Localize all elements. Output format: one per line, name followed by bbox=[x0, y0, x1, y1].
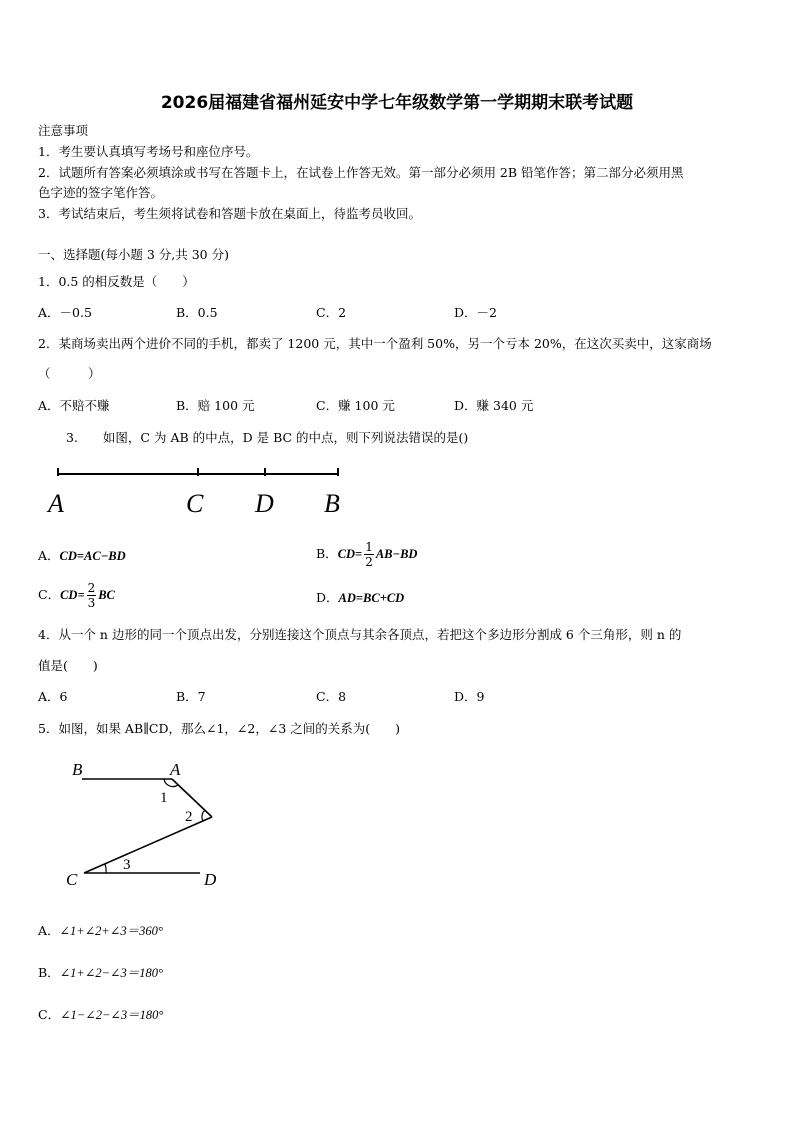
q3-option-d-expr: AD=BC+CD bbox=[338, 591, 405, 605]
q5-option-b-expr: ∠1+∠2−∠3＝180° bbox=[59, 966, 163, 980]
point-label-d: D bbox=[255, 489, 274, 518]
line-segment-figure bbox=[40, 460, 360, 520]
parallel-lines-figure bbox=[60, 755, 230, 895]
point-label-c: C bbox=[66, 870, 78, 889]
q2-option-c: C．赚 100 元 bbox=[316, 398, 395, 413]
question-2-stem-cont: （ ） bbox=[38, 366, 101, 381]
angle-label-2: 2 bbox=[185, 809, 193, 825]
question-4-stem-cont: 值是( ) bbox=[38, 658, 98, 673]
q3-option-a-prefix: A． bbox=[38, 548, 60, 563]
q3-option-b-left: CD= bbox=[337, 547, 363, 561]
q5-option-b-prefix: B． bbox=[38, 965, 60, 980]
notice-heading: 注意事项 bbox=[38, 123, 89, 138]
q1-option-b: B．0.5 bbox=[176, 305, 218, 320]
exam-title: 2026届福建省福州延安中学七年级数学第一学期期末联考试题 bbox=[160, 93, 634, 113]
q3-option-a-expr: CD=AC−BD bbox=[59, 549, 126, 563]
q5-option-a bbox=[38, 921, 163, 939]
question-3-stem: 3. 如图，C 为 AB 的中点，D 是 BC 的中点，则下列说法错误的是() bbox=[66, 430, 469, 445]
q2-option-d: D．赚 340 元 bbox=[454, 398, 534, 413]
fraction-denominator: 2 bbox=[365, 555, 373, 569]
q5-option-a-prefix: A． bbox=[38, 923, 60, 938]
notice-item: 色字迹的签字笔作答。 bbox=[38, 185, 164, 200]
q2-option-b: B．赔 100 元 bbox=[176, 398, 255, 413]
q3-option-b bbox=[316, 537, 417, 571]
point-label-a: A bbox=[170, 760, 181, 779]
q3-option-b-prefix: B． bbox=[316, 546, 338, 561]
q1-option-a: A．－0.5 bbox=[38, 305, 92, 320]
q3-option-d-prefix: D． bbox=[316, 590, 339, 605]
q4-option-a: A．6 bbox=[38, 689, 68, 704]
question-1-stem: 1．0.5 的相反数是（ ） bbox=[38, 274, 195, 289]
section-heading: 一、选择题(每小题 3 分,共 30 分) bbox=[38, 247, 229, 262]
fraction-one-half bbox=[364, 541, 374, 568]
q3-option-b-right: AB−BD bbox=[375, 547, 418, 561]
q4-option-c: C．8 bbox=[316, 689, 347, 704]
q5-option-a-expr: ∠1+∠2+∠3＝360° bbox=[59, 924, 163, 938]
q3-option-a bbox=[38, 546, 126, 564]
q5-option-b bbox=[38, 963, 163, 981]
point-label-d: D bbox=[204, 870, 217, 889]
q1-option-d: D．－2 bbox=[454, 305, 497, 320]
fraction-denominator: 3 bbox=[87, 596, 96, 610]
notice-item: 2．试题所有答案必须填涂或书写在答题卡上，在试卷上作答无效。第一部分必须用 2B 铅笔作答；第二部分必须用黑 bbox=[38, 165, 684, 180]
q3-option-c-prefix: C． bbox=[38, 587, 61, 602]
q3-option-c-right: BC bbox=[98, 588, 115, 602]
q1-option-c: C．2 bbox=[316, 305, 347, 320]
point-label-c: C bbox=[186, 489, 204, 518]
fraction-numerator: 1 bbox=[365, 540, 373, 554]
q5-option-c-expr: ∠1−∠2−∠3＝180° bbox=[60, 1008, 164, 1022]
question-4-stem: 4．从一个 n 边形的同一个顶点出发，分别连接这个顶点与其余各顶点，若把这个多边形分割成 6 个三角形，则 n 的 bbox=[38, 627, 682, 642]
question-5-stem: 5．如图，如果 AB∥CD，那么∠1，∠2，∠3 之间的关系为( ) bbox=[38, 721, 401, 736]
q3-option-c bbox=[38, 578, 115, 612]
fraction-numerator: 2 bbox=[87, 581, 96, 595]
point-label-b: B bbox=[72, 760, 83, 779]
q4-option-d: D．9 bbox=[454, 689, 485, 704]
notice-item: 3．考试结束后，考生须将试卷和答题卡放在桌面上，待监考员收回。 bbox=[38, 206, 421, 221]
fraction-two-thirds bbox=[87, 582, 97, 609]
point-label-b: B bbox=[324, 489, 340, 518]
q5-option-c-prefix: C． bbox=[38, 1007, 61, 1022]
q3-option-c-left: CD= bbox=[60, 588, 85, 602]
q4-option-b: B．7 bbox=[176, 689, 206, 704]
angle-label-3: 3 bbox=[123, 857, 131, 873]
point-label-a: A bbox=[48, 489, 64, 518]
q2-option-a: A．不赔不赚 bbox=[38, 398, 110, 413]
q5-option-c bbox=[38, 1005, 163, 1023]
notice-item: 1．考生要认真填写考场号和座位序号。 bbox=[38, 144, 259, 159]
question-2-stem: 2．某商场卖出两个进价不同的手机，都卖了 1200 元，其中一个盈利 50%，另一个亏本 20%，在这次买卖中，这家商场 bbox=[38, 336, 712, 351]
q3-option-d bbox=[316, 588, 404, 606]
angle-label-1: 1 bbox=[160, 790, 168, 806]
